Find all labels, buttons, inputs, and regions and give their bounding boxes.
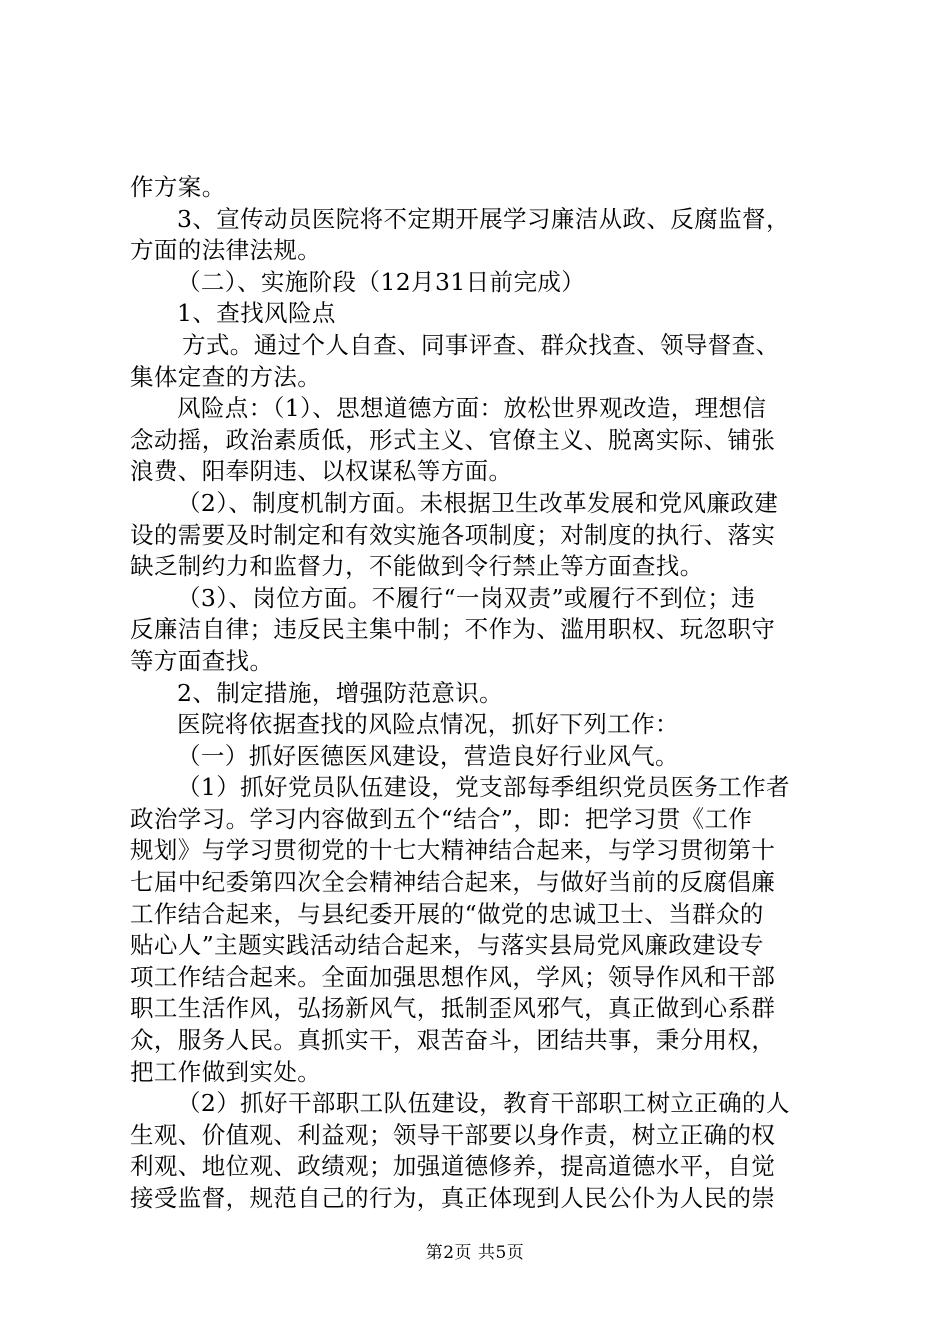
document-body xyxy=(130,172,830,1215)
text-line: 众，服务人民。真抓实干，艰苦奋斗，团结共事，秉分用权， xyxy=(130,1026,776,1055)
text-line: 规划》与学习贯彻党的十七大精神结合起来，与学习贯彻第十 xyxy=(130,836,776,865)
text-line: 接受监督，规范自己的行为，真正体现到人民公仆为人民的崇 xyxy=(130,1184,776,1212)
text-line: 风险点：（1）、思想道德方面：放松世界观改造，理想信 xyxy=(177,394,767,423)
text-line: 政治学习。学习内容做到五个“结合”，即：把学习贯《工作 xyxy=(130,804,753,833)
subsection-heading: 2、制定措施，增强防范意识。 xyxy=(177,678,504,707)
text-line: 职工生活作风，弘扬新风气，抵制歪风邪气，真正做到心系群 xyxy=(130,994,776,1023)
text-line: 生观、价值观、利益观；领导干部要以身作责，树立正确的权 xyxy=(130,1120,776,1149)
text-line: 项工作结合起来。全面加强思想作风，学风；领导作风和干部 xyxy=(130,962,776,991)
text-line: 集体定查的方法。 xyxy=(130,362,322,391)
subsection-heading: 1、查找风险点 xyxy=(177,299,336,328)
text-line: 浪费、阳奉阴违、以权谋私等方面。 xyxy=(130,457,513,486)
text-line: 七届中纪委第四次全会精神结合起来，与做好当前的反腐倡廉 xyxy=(130,868,776,897)
text-line: 利观、地位观、政绩观；加强道德修养，提高道德水平，自觉 xyxy=(130,1152,776,1181)
text-line: （2）抓好干部职工队伍建设，教育干部职工树立正确的人 xyxy=(177,1089,790,1118)
subsection-heading: （一）抓好医德医风建设，营造良好行业风气。 xyxy=(177,741,679,770)
text-line: 方面的法律法规。 xyxy=(130,236,322,265)
text-line: （2）、制度机制方面。未根据卫生改革发展和党风廉政建 xyxy=(177,488,779,517)
text-line: 念动摇，政治素质低，形式主义、官僚主义、脱离实际、铺张 xyxy=(130,425,776,454)
text-line: 缺乏制约力和监督力，不能做到令行禁止等方面查找。 xyxy=(130,552,704,581)
text-line: 工作结合起来，与县纪委开展的“做党的忠诚卫士、当群众的 xyxy=(130,899,764,928)
page-footer xyxy=(0,1243,950,1263)
text-line: （3）、岗位方面。不履行“一岗双责”或履行不到位；违 xyxy=(177,583,756,612)
text-line: 医院将依据查找的风险点情况，抓好下列工作： xyxy=(177,710,679,739)
page-number-label: 第2页 共5页 xyxy=(425,1243,525,1263)
text-line: 方式。通过个人自查、同事评查、群众找查、领导督查、 xyxy=(182,330,780,359)
text-line: 设的需要及时制定和有效实施各项制度；对制度的执行、落实 xyxy=(130,520,776,549)
text-line: 反廉洁自律；违反民主集中制；不作为、滥用职权、玩忽职守 xyxy=(130,615,776,644)
section-heading: （二）、实施阶段（12月31日前完成） xyxy=(177,267,586,296)
text-line: 贴心人”主题实践活动结合起来，与落实县局党风廉政建设专 xyxy=(130,931,764,960)
text-line: 3、宣传动员医院将不定期开展学习廉洁从政、反腐监督， xyxy=(177,204,790,233)
text-line: 把工作做到实处。 xyxy=(130,1057,322,1086)
text-line: 等方面查找。 xyxy=(130,646,274,675)
text-line: （1）抓好党员队伍建设，党支部每季组织党员医务工作者 xyxy=(177,773,790,802)
text-line: 作方案。 xyxy=(130,173,226,201)
